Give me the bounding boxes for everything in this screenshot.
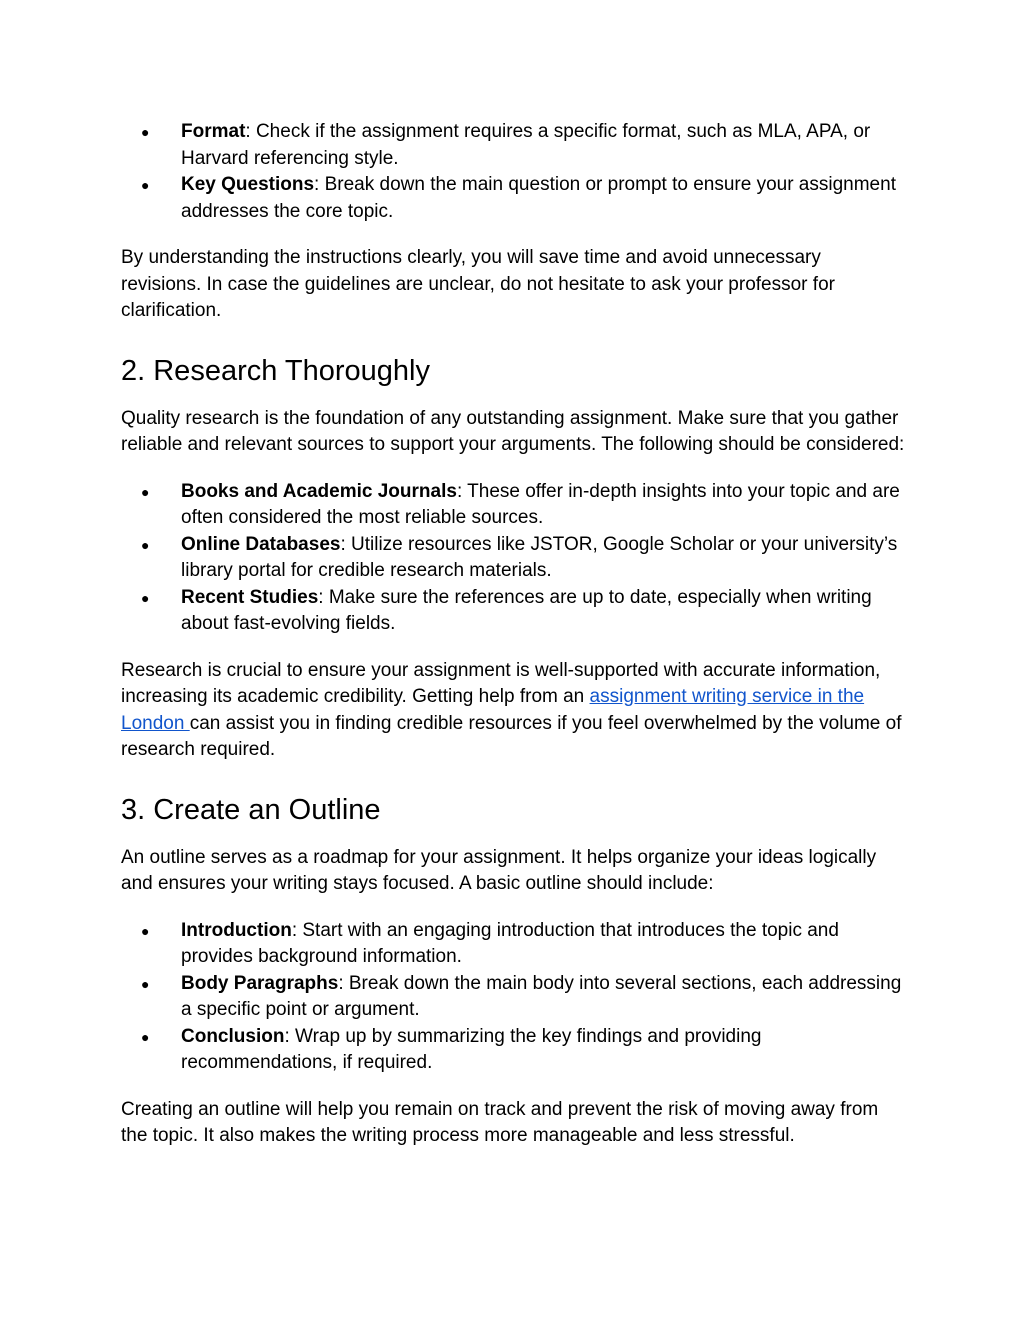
- bullet-term: Key Questions: [181, 174, 315, 195]
- bullet-text: : Check if the assignment requires a specific format, such as MLA, APA, or Harvard referencing style.: [181, 121, 871, 169]
- bullet-text: : These offer in-depth insights into your topic and are often considered the most reliable sources.: [181, 480, 900, 528]
- bullet-text: : Start with an engaging introduction that introduces the topic and provides background information.: [181, 919, 839, 967]
- list-item: [141, 532, 906, 585]
- format-bullet-list: [121, 119, 906, 225]
- bullet-icon: ●: [141, 975, 150, 992]
- closing-text-before: Research is crucial to ensure your assignment is well-supported with accurate information, increasing its academic credibility. Getting help from an: [121, 659, 881, 707]
- bullet-text: : Wrap up by summarizing the key findings and providing recommendations, if required.: [181, 1025, 762, 1073]
- research-bullet-list: [121, 479, 906, 638]
- list-item: [141, 479, 906, 532]
- bullet-term: Books and Academic Journals: [181, 480, 457, 502]
- bullet-icon: ●: [141, 177, 150, 193]
- list-item: [141, 585, 906, 638]
- bullet-term: Conclusion: [181, 1025, 285, 1047]
- list-item: [141, 918, 906, 971]
- bullet-icon: ●: [141, 589, 150, 606]
- bullet-text: : Break down the main question or prompt to ensure your assignment addresses the core topic.: [181, 174, 896, 222]
- closing-text-after: can assist you in finding credible resources if you feel overwhelmed by the volume of research required.: [121, 712, 902, 760]
- bullet-text: : Make sure the references are up to date, especially when writing about fast-evolving fields.: [181, 586, 872, 634]
- list-item: [141, 1024, 906, 1077]
- list-item: [141, 119, 906, 172]
- list-item: [141, 172, 906, 225]
- instructions-paragraph: By understanding the instructions clearly, you will save time and avoid unnecessary revisions. In case the guidelines are unclear, do not hesitate to ask your professor for clarification.: [121, 247, 835, 321]
- section-heading-outline: 3. Create an Outline: [121, 793, 381, 826]
- bullet-term: Introduction: [181, 919, 292, 941]
- bullet-term: Online Databases: [181, 533, 341, 555]
- bullet-icon: ●: [141, 536, 150, 553]
- bullet-term: Body Paragraphs: [181, 972, 339, 994]
- research-intro-paragraph: Quality research is the foundation of any outstanding assignment. Make sure that you gather reliable and relevant sources to support your arguments. The following should be considered:: [121, 407, 905, 455]
- bullet-term: Format: [181, 121, 246, 142]
- bullet-text: : Utilize resources like JSTOR, Google Scholar or your university’s library portal for credible research materials.: [181, 533, 898, 581]
- bullet-icon: ●: [141, 483, 150, 500]
- outline-intro-paragraph: An outline serves as a roadmap for your assignment. It helps organize your ideas logically and ensures your writing stays focused. A basic outline should include:: [121, 846, 877, 894]
- bullet-icon: ●: [141, 1028, 150, 1045]
- assignment-writing-service-link[interactable]: assignment writing service in the London: [121, 686, 865, 734]
- outline-bullet-list: [121, 918, 906, 1077]
- outline-closing-paragraph: Creating an outline will help you remain on track and prevent the risk of moving away from the topic. It also makes the writing process more manageable and less stressful.: [121, 1098, 879, 1146]
- bullet-term: Recent Studies: [181, 586, 319, 608]
- bullet-icon: ●: [141, 922, 150, 939]
- bullet-icon: ●: [141, 124, 150, 140]
- research-closing-paragraph: [121, 658, 906, 764]
- bullet-text: : Break down the main body into several sections, each addressing a specific point or argument.: [181, 972, 902, 1020]
- list-item: [141, 971, 906, 1024]
- section-heading-research: 2. Research Thoroughly: [121, 354, 430, 387]
